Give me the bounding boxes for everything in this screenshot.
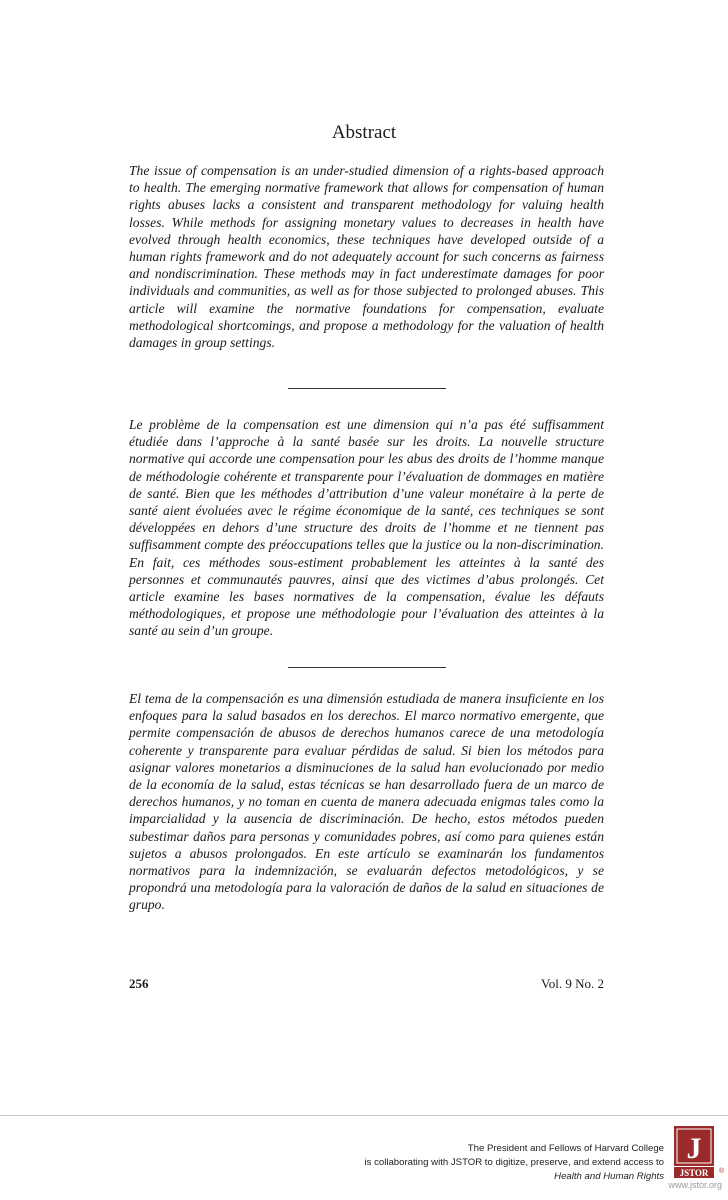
jstor-banner	[0, 1115, 728, 1200]
page-number: 256	[129, 976, 149, 991]
abstract-english: The issue of compensation is an under-studied dimension of a rights-based approach to health. The emerging normative framework that allows for compensation of human rights abuses lacks a consistent and transparent methodology for valuing health losses. While methods for assigning monetary values to decreases in health have evolved through health economics, these techniques have developed outside of a human rights framework and do not adequately account for such concerns as fairness and nondiscrimination. These methods may in fact underestimate damages for poor individuals and communities, as well as for those subjected to prolonged abuses. This article will examine the normative foundations for compensation, evaluate methodological shortcomings, and propose a methodology for the valuation of health damages in group settings.	[129, 163, 604, 351]
abstract-french: Le problème de la compensation est une dimension qui n’a pas été suffisamment étudiée dans l’approche à la santé basée sur les droits. La nouvelle structure normative qui accorde une compensation pour les abus des droits de l’homme manque de méthodologie cohérente et transparente pour l’évaluation de dommages en matière de santé. Bien que les méthodes d’attribution d’une valeur monétaire à la perte de santé aient évoluées avec le régime économique de la santé, ces techniques se sont développées en dehors d’une structure des droits de l’homme et ne tiennent pas suffisamment compte des préoccupations telles que la justice ou la non-discrimination. En fait, ces méthodes sous-estiment probablement les atteintes à la santé des personnes et communautés pauvres, ainsi que des victimes d’abus prolongés. Cet article examine les bases normatives de la compensation, évalue les défauts méthodologiques, et propose une méthodologie pour l’évaluation des atteintes à la santé au sein d’un groupe.	[129, 417, 604, 639]
volume-label: Vol. 9 No. 2	[541, 976, 604, 991]
jstor-notice-journal: Health and Human Rights	[554, 1171, 664, 1183]
jstor-notice-line2: is collaborating with JSTOR to digitize, preserve, and extend access to	[364, 1157, 664, 1169]
section-divider	[288, 388, 446, 389]
jstor-logo-icon[interactable]	[674, 1126, 714, 1178]
abstract-heading: Abstract	[331, 122, 397, 143]
section-divider	[288, 667, 446, 668]
jstor-notice-line1: The President and Fellows of Harvard College	[467, 1143, 664, 1154]
jstor-notice	[364, 1142, 664, 1185]
registered-mark: ®	[718, 1168, 724, 1175]
abstract-spanish: El tema de la compensación es una dimensión estudiada de manera insuficiente en los enfoques para la salud basados en los derechos. El marco normativo emergente, que permite compensación de abusos de derechos humanos carece de una metodología coherente y transparente para evaluar pérdidas de salud. Si bien los métodos para asignar valores monetarios a disminuciones de la salud han evolucionado por medio de la economía de la salud, estas técnicas se han desarrollado fuera de un marco de derechos humanos, y no toman en cuenta de manera adecuada enigmas tales como la imparcialidad y la ausencia de discriminación. De hecho, estos métodos pueden subestimar daños para personas y comunidades pobres, así como para quienes están sujetos a abusos prolongados. En este artículo se examinarán los fundamentos normativos para la indemnización, se evaluarán defectos metodológicos, y se propondrá una metodología para la valoración de daños de la salud en situaciones de grupo.	[129, 691, 604, 913]
svg-text:J: J	[686, 1132, 702, 1165]
jstor-url-link[interactable]: www.jstor.org	[668, 1180, 722, 1190]
svg-text:JSTOR: JSTOR	[679, 1168, 709, 1178]
